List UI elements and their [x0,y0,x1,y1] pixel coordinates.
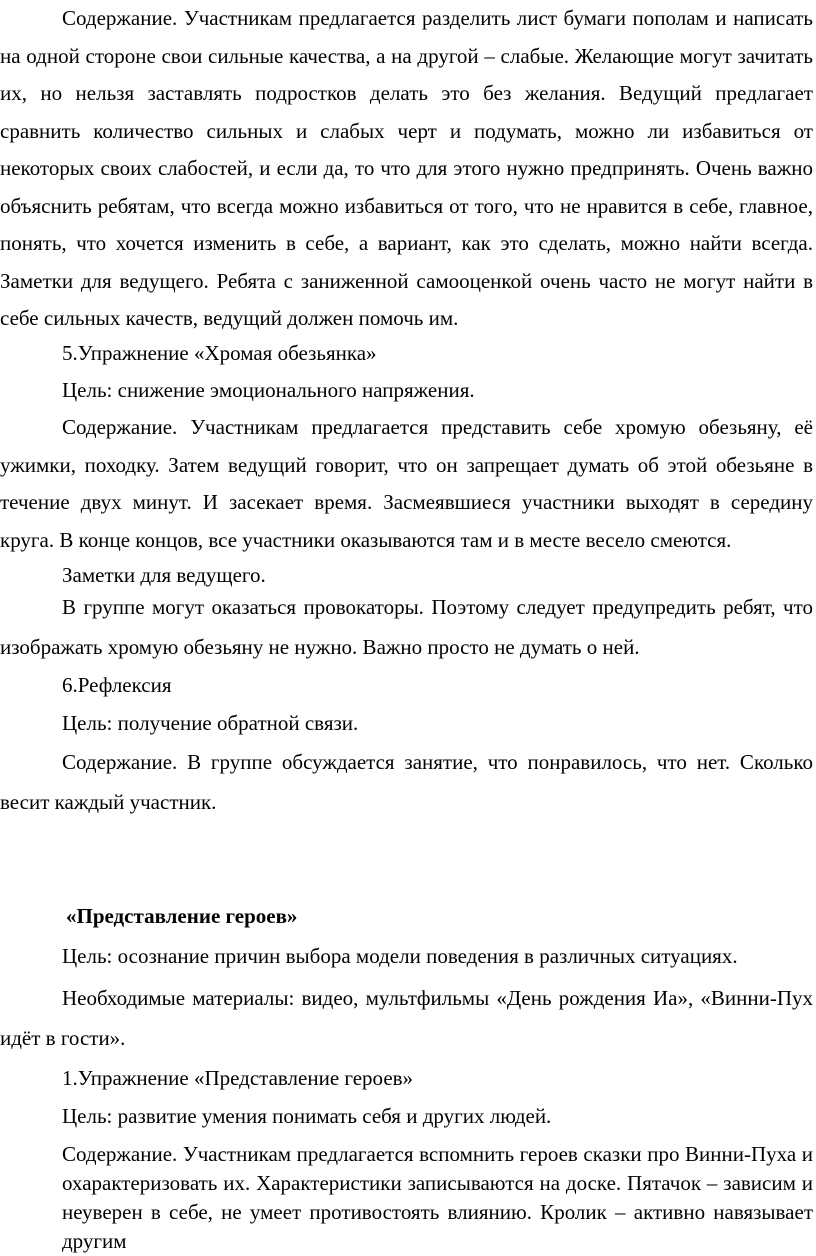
section-goal: Цель: осознание причин выбора модели поведения в различных ситуациях. [62,944,738,968]
exercise-6-title: 6.Рефлексия [62,673,172,697]
exercise-5-content: Содержание. Участникам предлагается представить себе хромую обезьяну, её ужимки, походку. Затем ведущий говорит, что он запрещает думать об этой обезьяне в течение двух минут. И засекает время. Засмеявшиеся участники выходят в середину круга. В конце концов, все участники оказываются там и в месте весело смеются. [0,415,813,552]
section-title: «Представление героев» [66,904,298,928]
exercise-1-content: Содержание. Участникам предлагается вспомнить героев сказки про Винни-Пуха и охарактеризовать их. Характеристики записываются на доске. Пятачок – зависим и неуверен в себе, не умеет противостоять влиянию. Кролик – активно навязывает другим [62,1142,813,1253]
section-materials: Необходимые материалы: видео, мультфильмы «День рождения Иа», «Винни-Пух идёт в гости». [0,986,813,1050]
exercise-6-content: Содержание. В группе обсуждается занятие, что понравилось, что нет. Сколько весит каждый участник. [0,750,813,814]
exercise-1-title: 1.Упражнение «Представление героев» [62,1066,414,1090]
exercise-5-notes-text: В группе могут оказаться провокаторы. Поэтому следует предупредить ребят, что изображать хромую обезьяну не нужно. Важно просто не думать о ней. [0,595,813,659]
exercise-5-title: 5.Упражнение «Хромая обезьянка» [62,341,377,365]
paragraph-strengths-exercise: Содержание. Участникам предлагается разделить лист бумаги пополам и написать на одной стороне свои сильные качества, а на другой – слабые. Желающие могут зачитать их, но нельзя заставлять подростков делать это без желания. Ведущий предлагает сравнить количество сильных и слабых черт и подумать, можно ли избавиться от некоторых своих слабостей, и если да, то что для этого нужно предпринять. Очень важно объяснить ребятам, что всегда можно избавиться от того, что не нравится в себе, главное, понять, что хочется изменить в себе, а вариант, как это сделать, можно найти всегда. Заметки для ведущего. Ребята с заниженной самооценкой очень часто не могут найти в себе сильных качеств, ведущий должен помочь им. [0,6,813,330]
exercise-5-notes-heading: Заметки для ведущего. [62,563,266,587]
exercise-1-goal: Цель: развитие умения понимать себя и других людей. [62,1104,552,1128]
exercise-5-goal: Цель: снижение эмоционального напряжения. [62,378,475,402]
exercise-6-goal: Цель: получение обратной связи. [62,711,359,735]
